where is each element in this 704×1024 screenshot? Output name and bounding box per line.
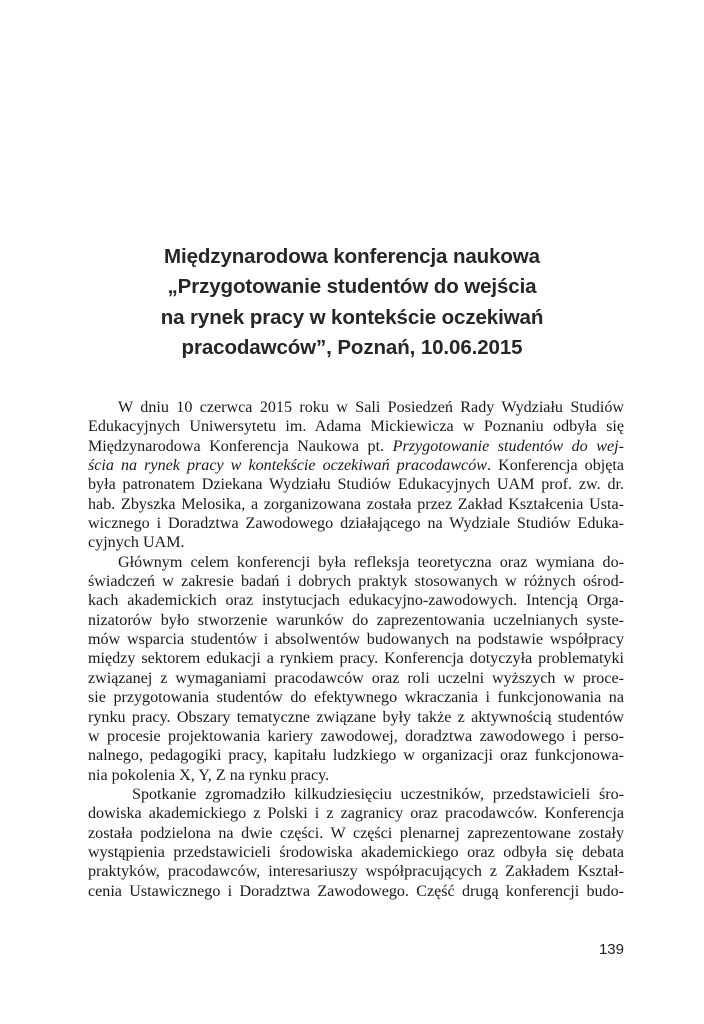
text-line: dowiska akademickiego z Polski i z zagranicy oraz pracodawców. Konferencja [88,805,624,823]
text-line: nizatorów było stworzenie warunków do zaprezentowania uczelnianych syste- [88,611,624,629]
title-line: Międzynarodowa konferencja naukowa [164,245,540,268]
text-line [88,456,624,475]
text-line: mów wsparcia studentów i absolwentów budowanych na podstawie współpracy [88,631,624,649]
text-line: była patronatem Dziekana Wydziału Studiów Edukacyjnych UAM prof. zw. dr. [88,476,624,494]
text-line: W dniu 10 czerwca 2015 roku w Sali Posiedzeń Rady Wydziału Studiów [118,399,624,416]
title-reference-italic: Przygotowanie studentów do wej- [392,437,625,455]
text-line: rynku pracy. Obszary tematyczne związane były także z aktywnością studentów [88,708,624,726]
text-line: nia pokolenia X, Y, Z na rynku pracy. [88,766,330,784]
title-line: pracodawców”, Poznań, 10.06.2015 [181,335,523,359]
text-line: świadczeń w zakresie badań i dobrych praktyk stosowanych w różnych ośrod- [88,573,624,591]
text-line: w procesie projektowania kariery zawodowej, doradztwa zawodowego i perso- [88,727,624,745]
article-title [60,242,644,363]
text-line: między sektorem edukacji a rynkiem pracy. Konferencja dotyczyła problematyki [88,650,624,668]
text-fragment: Międzynarodowa Konferencja Naukowa pt. [88,437,393,455]
text-line [88,437,624,456]
text-line: hab. Zbyszka Melosika, a zorganizowana została przez Zakład Kształcenia Usta- [88,495,624,513]
page-number: 139 [598,941,624,958]
text-line: została podzielona na dwie części. W części plenarnej zaprezentowane zostały [88,824,624,842]
text-line: Spotkanie zgromadziło kilkudziesięciu uczestników, przedstawicieli śro- [132,785,624,803]
title-reference-italic: ścia na rynek pracy w kontekście oczekiwań pracodawców [88,457,487,475]
text-fragment: . Konferencja objęta [486,457,624,475]
article-body [88,398,624,901]
text-line: praktyków, pracodawców, interesariuszy współpracujących z Zakładem Kształ- [88,863,624,881]
title-line: na rynek pracy w kontekście oczekiwań [160,305,544,329]
text-line: cenia Ustawicznego i Doradztwa Zawodowego. Część drugą konferencji budo- [88,882,624,900]
text-line: wicznego i Doradztwa Zawodowego działającego na Wydziale Studiów Eduka- [88,515,624,533]
text-line: związanej z wymaganiami pracodawców oraz roli uczelni wyższych w proce- [88,669,624,687]
text-line: Edukacyjnych Uniwersytetu im. Adama Mickiewicza w Poznaniu odbyła się [88,418,624,436]
text-line: cyjnych UAM. [88,534,185,552]
title-line: „Przygotowanie studentów do wejścia [167,275,537,299]
text-line: Głównym celem konferencji była refleksja teoretyczna oraz wymiana do- [118,553,624,571]
text-line: nalnego, pedagogiki pracy, kapitału ludzkiego w organizacji oraz funkcjonowa- [88,747,624,765]
text-line: wystąpienia przedstawicieli środowiska akademickiego oraz odbyła się debata [88,843,624,861]
text-line: kach akademickich oraz instytucjach edukacyjno-zawodowych. Intencją Orga- [88,592,624,610]
text-line: sie przygotowania studentów do efektywnego wkraczania i funkcjonowania na [88,689,624,707]
